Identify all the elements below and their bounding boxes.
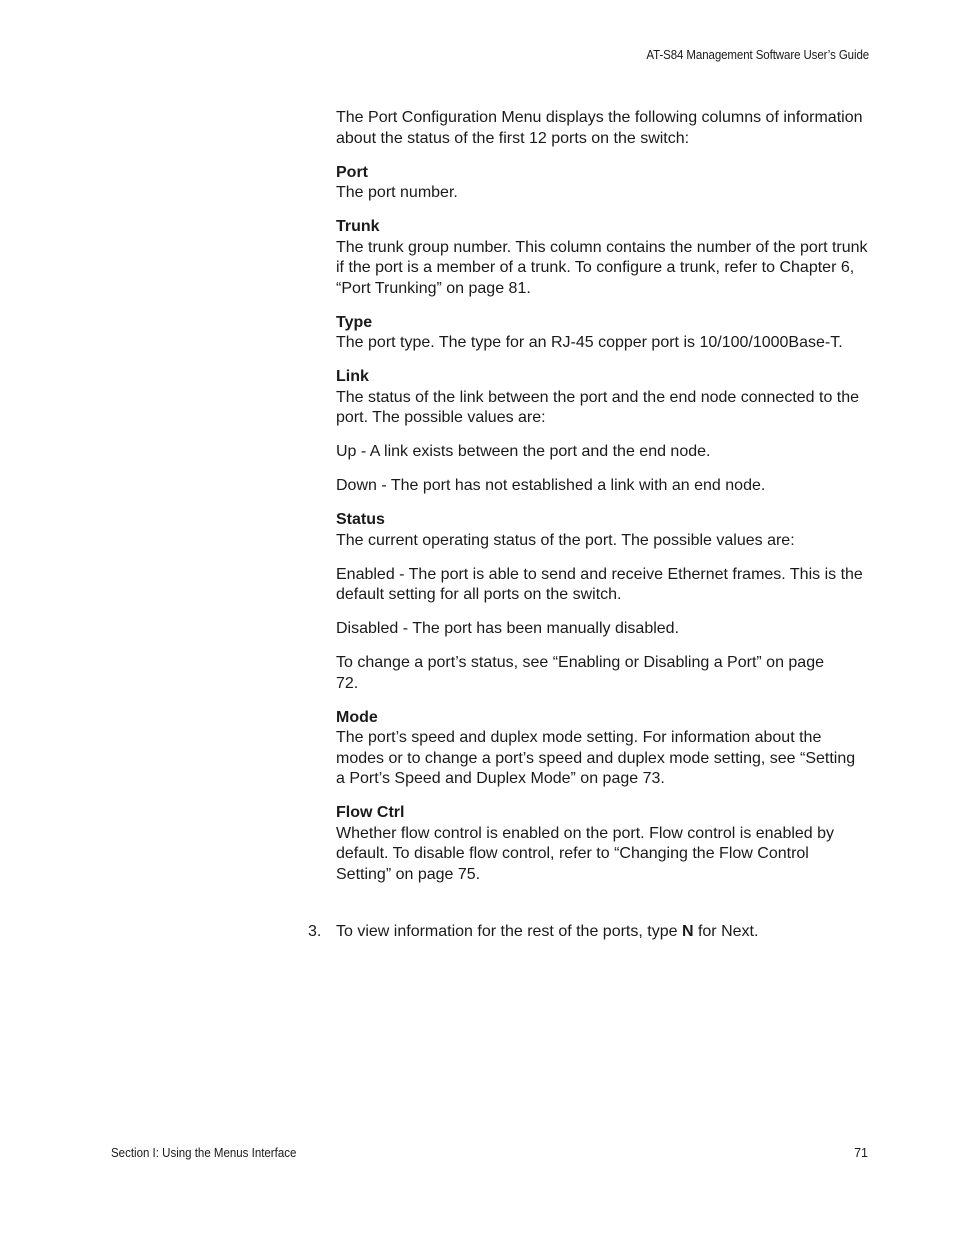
definition-status [336, 510, 868, 551]
step-text-lead: To view information for the rest of the ports, type [336, 923, 682, 940]
term-heading: Link [336, 368, 369, 385]
term-heading: Port [336, 163, 368, 181]
term-heading: Status [336, 511, 385, 528]
link-value-down: Down - The port has not established a link with an end node. [336, 477, 766, 494]
term-description: Whether flow control is enabled on the port. Flow control is enabled by default. To disable flow control, refer to “Changing the Flow Control Setting” on page 75. [336, 824, 835, 883]
definition-link [336, 367, 868, 429]
definition-type [336, 313, 868, 354]
definition-flow-ctrl [336, 803, 868, 885]
document-body [336, 108, 868, 899]
definition-trunk [336, 217, 868, 299]
term-description: The status of the link between the port and the end node connected to the port. The possible values are: [336, 388, 860, 426]
term-description: The port number. [336, 184, 458, 201]
running-header: AT-S84 Management Software User’s Guide [646, 48, 869, 62]
definition-port [336, 163, 868, 204]
step-number: 3. [308, 923, 322, 940]
definition-mode [336, 708, 868, 790]
term-heading: Trunk [336, 218, 380, 235]
term-description: The trunk group number. This column contains the number of the port trunk if the port is a member of a trunk. To configure a trunk, refer to Chapter 6, “Port Trunking” on page 81. [336, 238, 868, 297]
page-number: 71 [854, 1146, 868, 1160]
status-cross-reference: To change a port’s status, see “Enabling or Disabling a Port” on page 72. [336, 654, 824, 692]
term-heading: Type [336, 313, 373, 331]
step-text [336, 922, 758, 942]
intro-paragraph: The Port Configuration Menu displays the following columns of information about the status of the first 12 ports on the switch: [336, 109, 863, 147]
status-value-enabled: Enabled - The port is able to send and receive Ethernet frames. This is the default setting for all ports on the switch. [336, 565, 863, 603]
status-value-disabled: Disabled - The port has been manually disabled. [336, 620, 680, 637]
term-heading: Mode [336, 708, 378, 726]
footer-section: Section I: Using the Menus Interface [111, 1146, 297, 1160]
term-description: The current operating status of the port. The possible values are: [336, 531, 795, 549]
term-description: The port type. The type for an RJ-45 copper port is 10/100/1000Base-T. [336, 334, 843, 351]
step-key: N [681, 923, 694, 940]
term-heading: Flow Ctrl [336, 804, 405, 821]
term-description: The port’s speed and duplex mode setting. For information about the modes or to change a port’s speed and duplex mode setting, see “Setting a Port’s Speed and Duplex Mode” on page 73. [336, 729, 856, 787]
step-text-tail: for Next. [693, 923, 759, 940]
link-value-up: Up - A link exists between the port and the end node. [336, 443, 711, 460]
